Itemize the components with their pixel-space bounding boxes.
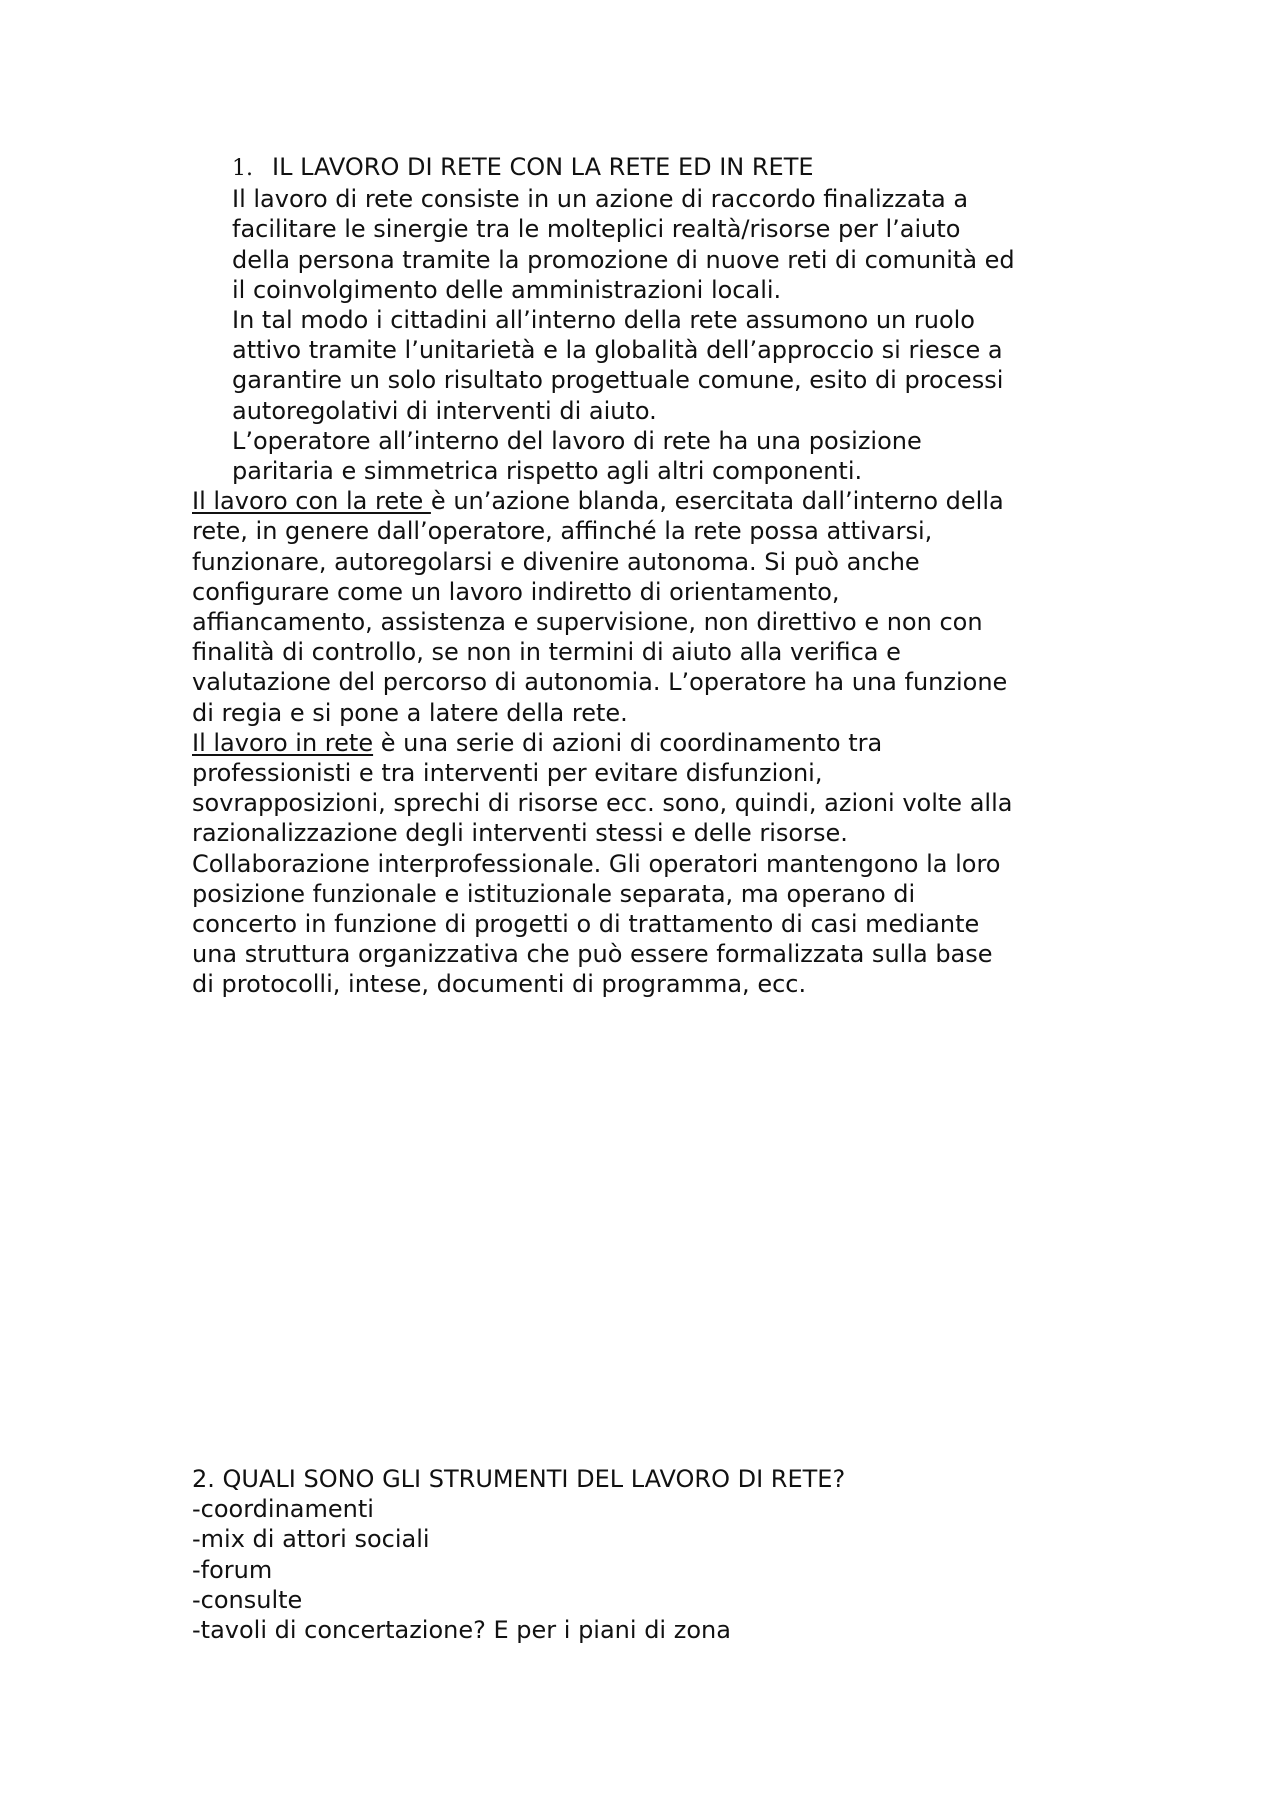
paragraph-line: sovrapposizioni, sprechi di risorse ecc. sono, quindi, azioni volte alla — [192, 789, 1013, 818]
paragraph-line: paritaria e simmetrica rispetto agli altri componenti. — [232, 457, 863, 486]
paragraph-line: attivo tramite l’unitarietà e la globalità dell’approccio si riesce a — [232, 336, 1003, 365]
paragraph-line: autoregolativi di interventi di aiuto. — [232, 396, 657, 425]
paragraph-line: professionisti e tra interventi per evitare disfunzioni, — [192, 759, 823, 788]
list-item: -coordinamenti — [192, 1495, 374, 1524]
paragraph-line: configurare come un lavoro indiretto di orientamento, — [192, 577, 840, 606]
paragraph-line: della persona tramite la promozione di nuove reti di comunità ed — [232, 245, 1015, 274]
section-1-intro — [192, 184, 1092, 486]
paragraph-line — [192, 728, 1092, 758]
list-item: -forum — [192, 1555, 273, 1584]
paragraph-line: rete, in genere dall’operatore, affinché la rete possa attivarsi, — [192, 517, 933, 546]
paragraph-line: facilitare le sinergie tra le molteplici realtà/risorse per l’aiuto — [232, 215, 961, 244]
paragraph-line: L’operatore all’interno del lavoro di rete ha una posizione — [232, 426, 922, 455]
paragraph-line: Collaborazione interprofessionale. Gli operatori mantengono la loro — [192, 849, 1001, 878]
section-1-heading — [192, 152, 1092, 184]
paragraph-line: razionalizzazione degli interventi stessi e delle risorse. — [192, 819, 848, 848]
paragraph-line — [192, 486, 1092, 516]
paragraph-line: una struttura organizzativa che può essere formalizzata sulla base — [192, 940, 993, 969]
list-item: -consulte — [192, 1585, 303, 1614]
term-lavoro-con-la-rete: Il lavoro con la rete — [192, 487, 431, 516]
paragraph-line: funzionare, autoregolarsi e divenire autonoma. Si può anche — [192, 547, 920, 576]
paragraph-line: garantire un solo risultato progettuale comune, esito di processi — [232, 366, 1004, 395]
paragraph-line: di protocolli, intese, documenti di programma, ecc. — [192, 970, 807, 999]
paragraph-line: valutazione del percorso di autonomia. L’operatore ha una funzione — [192, 668, 1008, 697]
section-1 — [192, 152, 1092, 1000]
paragraph-lavoro-in-rete — [192, 728, 1092, 1000]
term-lavoro-in-rete: Il lavoro in rete — [192, 728, 374, 757]
paragraph-line: posizione funzionale e istituzionale separata, ma operano di — [192, 879, 916, 908]
list-item: -mix di attori sociali — [192, 1525, 430, 1554]
paragraph-line: Il lavoro di rete consiste in un azione di raccordo finalizzata a — [232, 185, 969, 214]
section-2-heading: 2. QUALI SONO GLI STRUMENTI DEL LAVORO DI RETE? — [192, 1465, 846, 1493]
paragraph-line: finalità di controllo, se non in termini di aiuto alla verifica e — [192, 638, 901, 667]
paragraph-line-rest: è un’azione blanda, esercitata dall’interno della — [430, 487, 1004, 516]
section-1-number: 1. — [232, 156, 253, 181]
section-2 — [192, 1464, 1092, 1645]
paragraph-line: affiancamento, assistenza e supervisione, non direttivo e non con — [192, 608, 983, 637]
paragraph-line: In tal modo i cittadini all’interno della rete assumono un ruolo — [232, 306, 975, 335]
paragraph-line-rest: è una serie di azioni di coordinamento tra — [373, 728, 883, 757]
section-1-title: IL LAVORO DI RETE CON LA RETE ED IN RETE — [272, 153, 814, 181]
paragraph-line: il coinvolgimento delle amministrazioni locali. — [232, 275, 782, 304]
paragraph-line: di regia e si pone a latere della rete. — [192, 698, 628, 727]
list-item: -tavoli di concertazione? E per i piani di zona — [192, 1616, 731, 1645]
paragraph-line: concerto in funzione di progetti o di trattamento di casi mediante — [192, 910, 980, 939]
paragraph-lavoro-con-la-rete — [192, 486, 1092, 728]
